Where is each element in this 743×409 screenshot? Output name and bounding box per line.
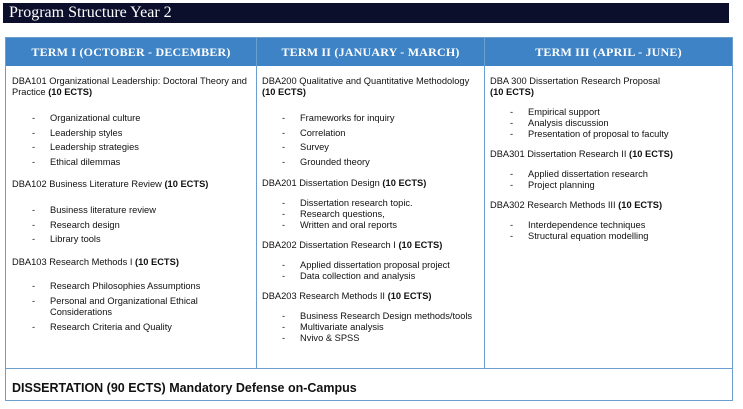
topic-list (262, 198, 480, 231)
course-ects: (10 ECTS) (618, 200, 663, 210)
course-dba302 (490, 200, 728, 211)
topic-list (12, 281, 250, 333)
list-item: - Correlation (262, 126, 480, 141)
topic-list (262, 111, 480, 169)
program-table (5, 37, 733, 401)
course-title: DBA102 Business Literature Review (12, 179, 162, 189)
course-dba202 (262, 240, 480, 251)
list-item: - Applied dissertation research (490, 169, 728, 180)
course-title: DBA 300 Dissertation Research Proposal (490, 76, 661, 86)
list-item: - Business literature review (12, 203, 250, 218)
course-ects: (10 ECTS) (382, 178, 427, 188)
list-item: - Ethical dilemmas (12, 155, 250, 170)
list-item: - Nvivo & SPSS (262, 333, 480, 344)
topic-list (12, 203, 250, 247)
topic-list (262, 311, 480, 344)
course-title: DBA200 Qualitative and Quantitative Methodology (262, 76, 470, 86)
list-item: - Leadership strategies (12, 140, 250, 155)
term-1-column (12, 74, 250, 333)
list-item: - Analysis discussion (490, 118, 728, 129)
dissertation-footer: DISSERTATION (90 ECTS) Mandatory Defense on-Campus (12, 381, 357, 395)
term-3-column (490, 74, 728, 242)
list-item: - Written and oral reports (262, 220, 480, 231)
course-ects: (10 ECTS) (629, 149, 673, 159)
course-ects: (10 ECTS) (387, 291, 432, 301)
topic-list (12, 111, 250, 169)
list-item: - Grounded theory (262, 155, 480, 170)
course-dba301 (490, 149, 728, 160)
topic-list (262, 260, 480, 282)
list-item: - Research Criteria and Quality (12, 322, 250, 333)
list-item: - Library tools (12, 232, 250, 247)
course-dba103 (12, 257, 250, 268)
course-title: DBA301 Dissertation Research II (490, 149, 627, 159)
title-bar (3, 3, 729, 23)
term-1-header: TERM I (OCTOBER - DECEMBER) (6, 38, 256, 66)
course-title: DBA201 Dissertation Design (262, 178, 380, 188)
list-item: - Survey (262, 140, 480, 155)
course-dba102 (12, 179, 250, 190)
course-ects: (10 ECTS) (398, 240, 443, 250)
list-item: - Data collection and analysis (262, 271, 480, 282)
list-item: - Structural equation modelling (490, 231, 728, 242)
course-dba200 (262, 76, 480, 98)
course-ects: (10 ECTS) (490, 87, 534, 97)
course-title: DBA203 Research Methods II (262, 291, 385, 301)
list-item: - Project planning (490, 180, 728, 191)
course-dba201 (262, 178, 480, 189)
list-item: - Business Research Design methods/tools (262, 311, 480, 322)
list-item: - Empirical support (490, 107, 728, 118)
page-title: Program Structure Year 2 (9, 4, 172, 21)
term-2-column (262, 74, 480, 344)
course-dba101 (12, 76, 250, 98)
course-ects: (10 ECTS) (48, 87, 93, 97)
term-3-header: TERM III (APRIL - JUNE) (485, 38, 732, 66)
topic-list (490, 107, 728, 140)
list-item: - Dissertation research topic. (262, 198, 480, 209)
list-item: - Frameworks for inquiry (262, 111, 480, 126)
topic-list (490, 169, 728, 191)
course-ects: (10 ECTS) (164, 179, 209, 189)
course-title: DBA202 Dissertation Research I (262, 240, 396, 250)
list-item: - Multivariate analysis (262, 322, 480, 333)
list-item: - Organizational culture (12, 111, 250, 126)
row-divider (6, 368, 732, 369)
list-item: - Research Philosophies Assumptions (12, 281, 250, 292)
list-item: - Leadership styles (12, 126, 250, 141)
course-title: DBA101 Organizational Leadership: Doctoral Theory and Practice (12, 76, 247, 97)
course-dba300 (490, 76, 728, 98)
list-item: - Research questions, (262, 209, 480, 220)
column-divider (484, 38, 485, 368)
topic-list (490, 220, 728, 242)
list-item: - Applied dissertation proposal project (262, 260, 480, 271)
course-ects: (10 ECTS) (262, 87, 306, 97)
term-2-header: TERM II (JANUARY - MARCH) (257, 38, 484, 66)
list-item: - Presentation of proposal to faculty (490, 129, 728, 140)
column-divider (256, 38, 257, 368)
course-dba203 (262, 291, 480, 302)
course-ects: (10 ECTS) (135, 256, 179, 267)
course-title: DBA302 Research Methods III (490, 200, 616, 210)
list-item: - Research design (12, 218, 250, 233)
course-title: DBA103 Research Methods I (12, 256, 133, 267)
list-item: - Interdependence techniques (490, 220, 728, 231)
list-item: - Personal and Organizational Ethical Considerations (12, 296, 200, 318)
